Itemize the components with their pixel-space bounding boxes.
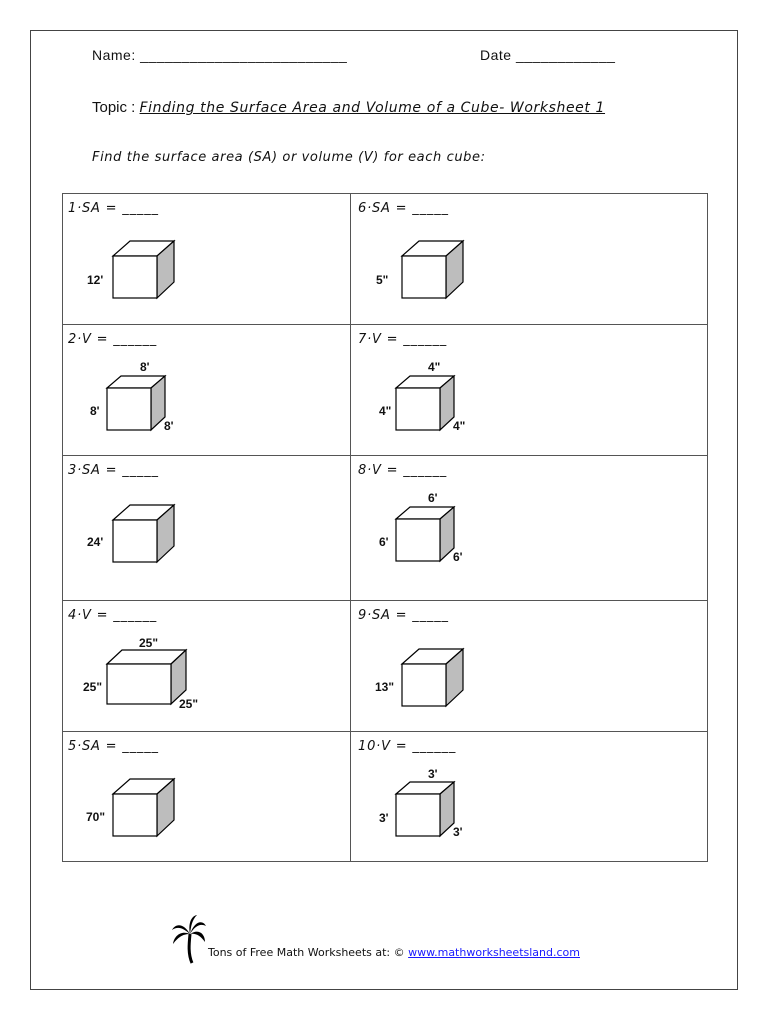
footer-caption: Tons of Free Math Worksheets at: © [208,946,409,959]
problem-10-edge-left: 3' [379,811,389,825]
cube-3 [110,502,180,566]
problem-6-label: 6·SA = _____ [358,201,449,216]
grid-divider-vertical [350,193,351,862]
problem-8-edge-depth: 6' [453,550,463,564]
problem-1-edge: 12' [87,273,104,287]
date-field: Date ____________ [480,47,616,63]
problem-6-edge: 5" [376,273,389,287]
problem-2-edge-left: 8' [90,404,100,418]
problem-8-edge-top: 6' [428,491,438,505]
topic-line [92,99,605,116]
problem-5-label: 5·SA = _____ [68,739,159,754]
cube-5 [110,776,180,840]
topic-title: Finding the Surface Area and Volume of a Cube- Worksheet 1 [139,100,606,116]
problem-7-edge-depth: 4" [453,419,466,433]
problem-10-edge-depth: 3' [453,825,463,839]
problem-2-label: 2·V = ______ [68,332,158,347]
cube-2 [104,374,170,434]
problem-8-edge-left: 6' [379,535,389,549]
cube-9 [399,646,469,710]
cube-10 [393,780,459,840]
problem-3-edge: 24' [87,535,104,549]
problem-10-edge-top: 3' [428,767,438,781]
cube-4 [104,648,190,708]
palm-tree-icon [171,914,207,964]
problem-10-label: 10·V = ______ [358,739,457,754]
problem-7-label: 7·V = ______ [358,332,448,347]
cube-6 [399,238,469,302]
footer-link[interactable]: www.mathworksheetsland.com [408,946,580,959]
grid-divider [62,324,708,325]
grid-divider [62,731,708,732]
problem-9-label: 9·SA = _____ [358,608,449,623]
problem-9-edge: 13" [375,680,395,694]
problem-5-edge: 70" [86,810,106,824]
problem-2-edge-top: 8' [140,360,150,374]
problem-8-label: 8·V = ______ [358,463,448,478]
grid-divider [62,455,708,456]
name-field: Name: _________________________ [92,47,348,63]
problem-1-label: 1·SA = _____ [68,201,159,216]
grid-divider [62,600,708,601]
cube-1 [110,238,180,302]
instructions: Find the surface area (SA) or volume (V) for each cube: [92,150,486,165]
problem-4-edge-top: 25" [139,636,159,650]
footer-text [208,946,580,959]
cube-8 [393,505,459,565]
problem-2-edge-depth: 8' [164,419,174,433]
problem-7-edge-left: 4" [379,404,392,418]
cube-7 [393,374,459,434]
problem-4-edge-left: 25" [83,680,103,694]
topic-prefix: Topic : [92,99,140,116]
problem-4-label: 4·V = ______ [68,608,158,623]
problem-4-edge-depth: 25" [179,697,199,711]
problem-7-edge-top: 4" [428,360,441,374]
problem-3-label: 3·SA = _____ [68,463,159,478]
